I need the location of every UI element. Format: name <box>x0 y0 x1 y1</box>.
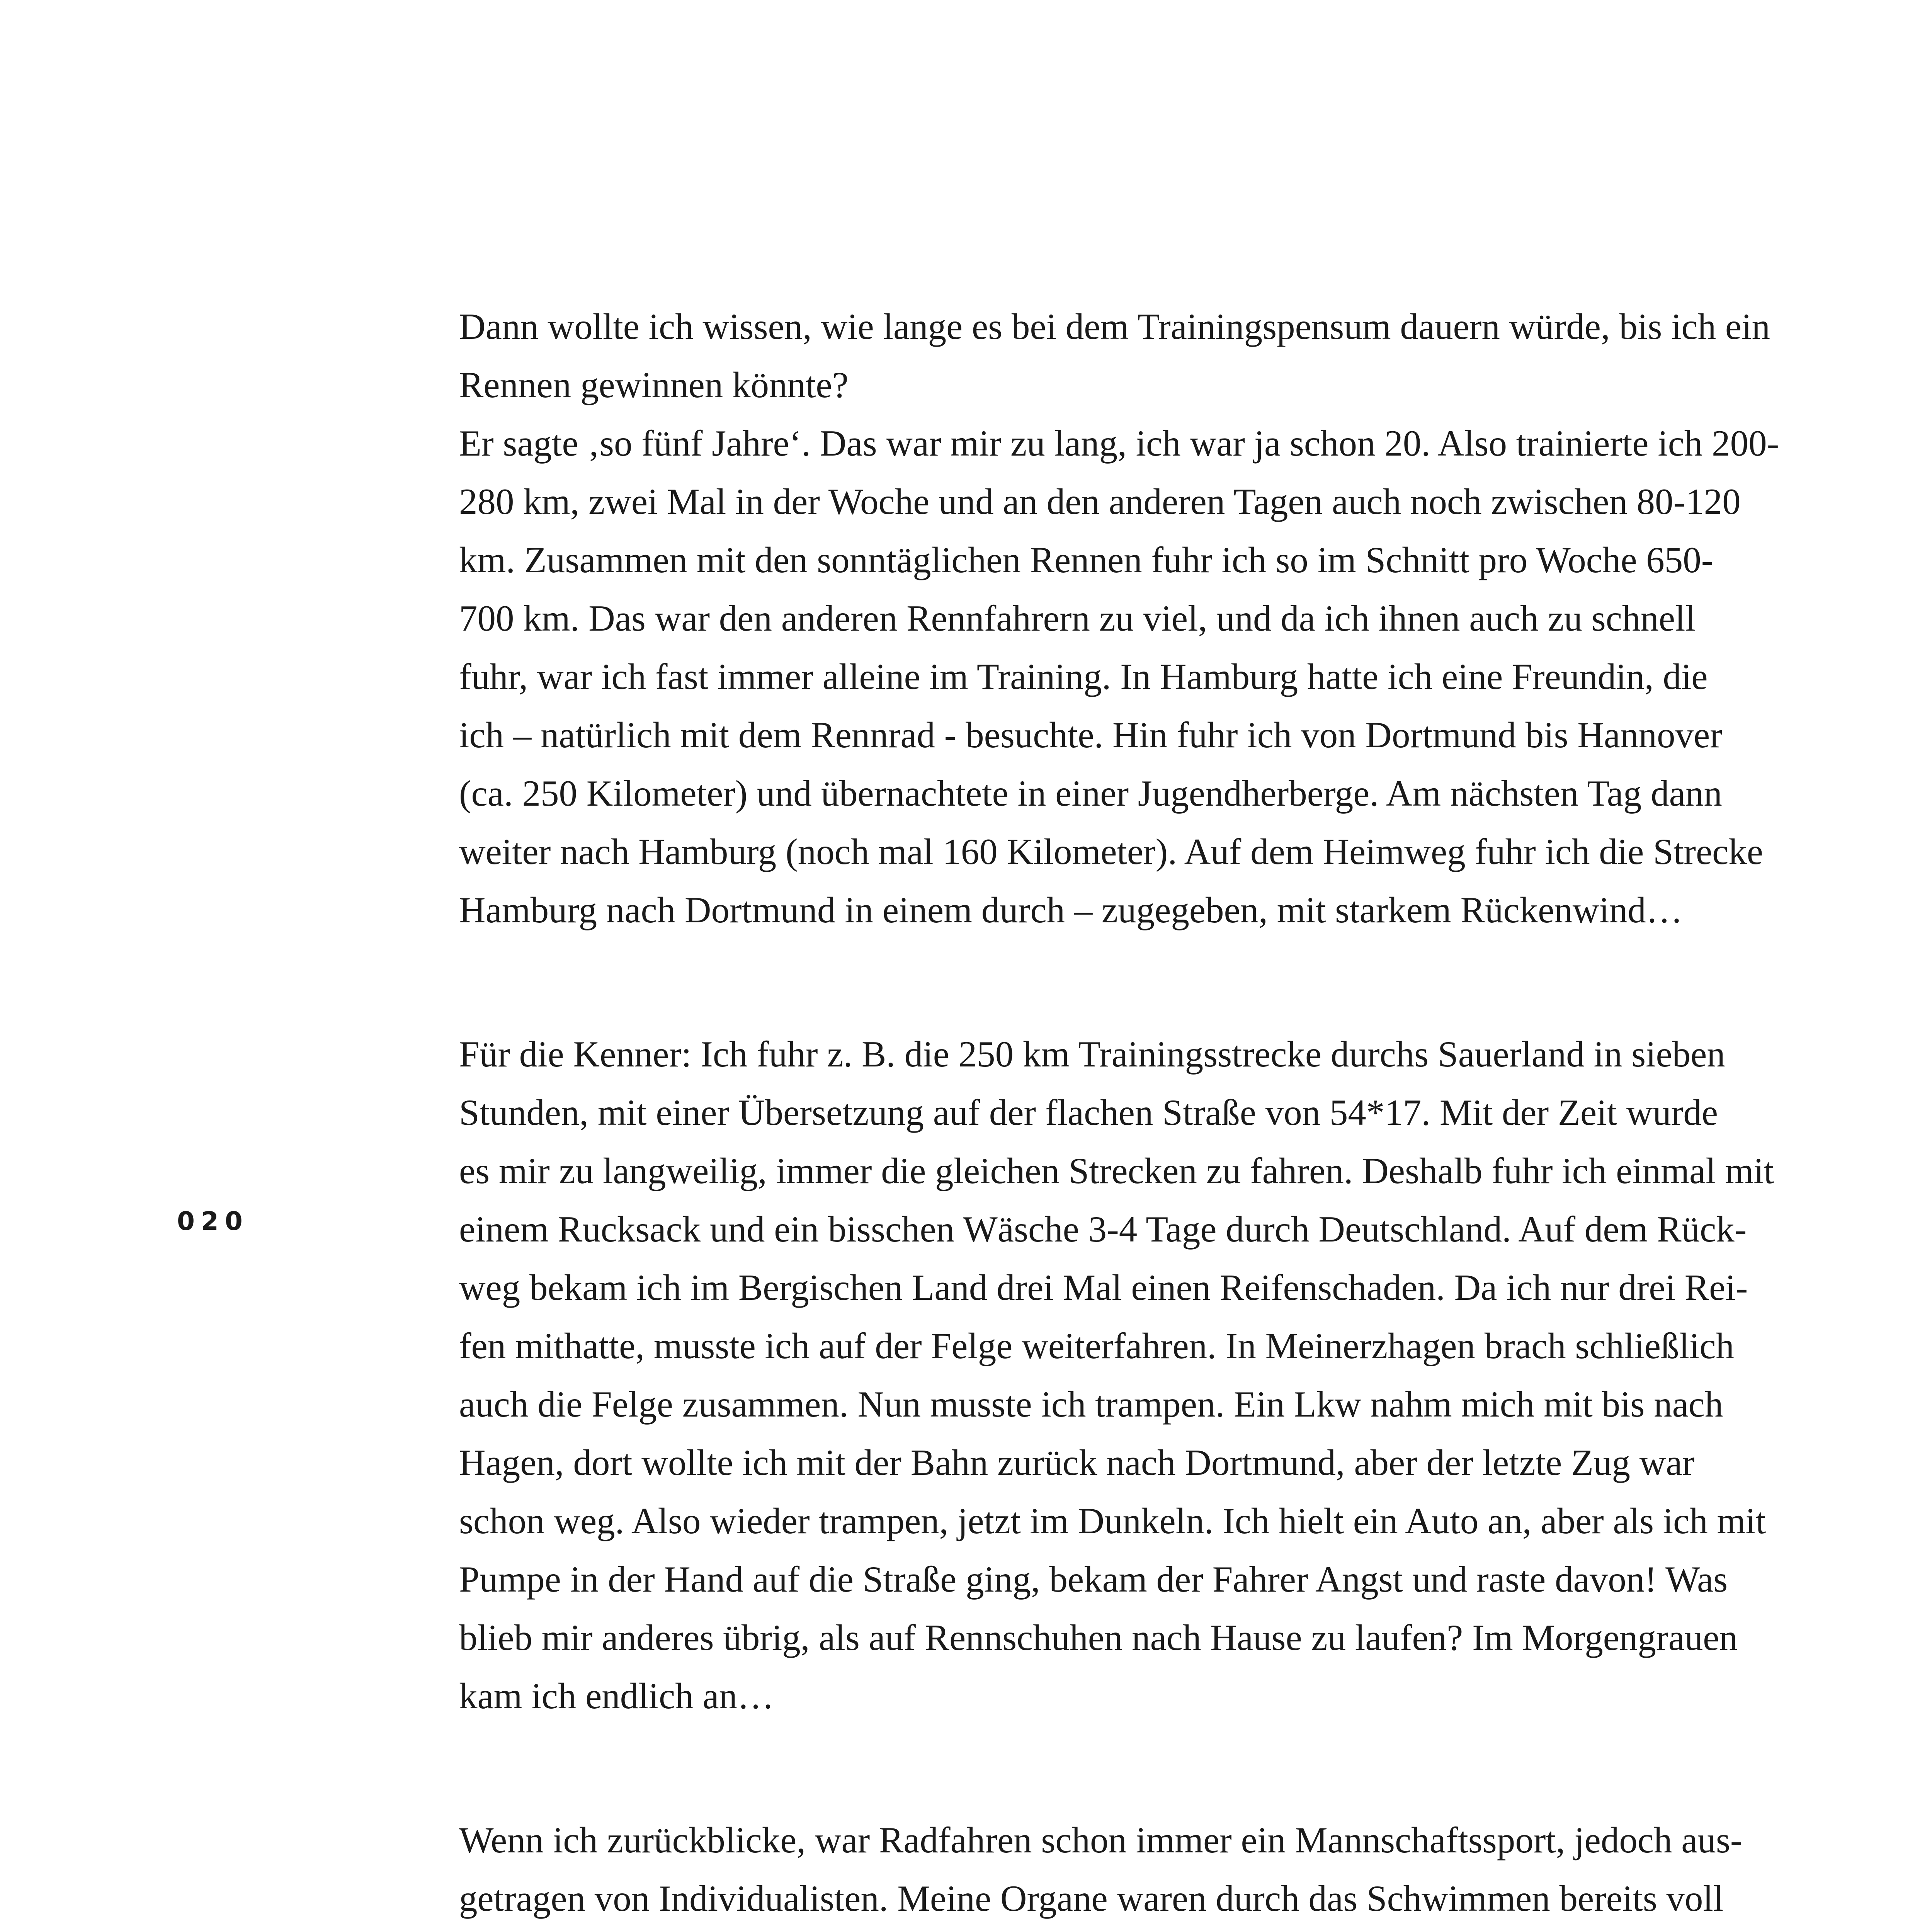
text-line: Er sagte ‚so fünf Jahre‘. Das war mir zu lang, ich war ja schon 20. Also trainierte ich 200- <box>459 423 1779 464</box>
text-line: getragen von Individualisten. Meine Organe waren durch das Schwimmen bereits voll <box>459 1878 1724 1919</box>
text-line: Pumpe in der Hand auf die Straße ging, bekam der Fahrer Angst und raste davon! Was <box>459 1559 1728 1600</box>
text-line <box>459 1928 1711 1932</box>
text-line: auch die Felge zusammen. Nun musste ich trampen. Ein Lkw nahm mich mit bis nach <box>459 1384 1723 1425</box>
text-line: schon weg. Also wieder trampen, jetzt im Dunkeln. Ich hielt ein Auto an, aber als ich mit <box>459 1500 1766 1541</box>
text-line: kam ich endlich an… <box>459 1675 774 1716</box>
text-line: weg bekam ich im Bergischen Land drei Mal einen Reifenschaden. Da ich nur drei Rei- <box>459 1267 1748 1308</box>
text-line: Stunden, mit einer Übersetzung auf der flachen Straße von 54*17. Mit der Zeit wurde <box>459 1092 1718 1133</box>
text-line: blieb mir anderes übrig, als auf Rennschuhen nach Hause zu laufen? Im Morgengrauen <box>459 1617 1738 1658</box>
text-line: Für die Kenner: Ich fuhr z. B. die 250 km Trainingsstrecke durchs Sauerland in sieben <box>459 1034 1725 1075</box>
paragraph-1 <box>459 298 1779 939</box>
paragraph-2 <box>459 1025 1774 1725</box>
text-line: Wenn ich zurückblicke, war Radfahren schon immer ein Mannschaftssport, jedoch aus- <box>459 1820 1743 1861</box>
text-line: Hamburg nach Dortmund in einem durch – zugegeben, mit starkem Rückenwind… <box>459 889 1683 930</box>
text-line: 280 km, zwei Mal in der Woche und an den anderen Tagen auch noch zwischen 80-120 <box>459 481 1741 522</box>
text-line: Dann wollte ich wissen, wie lange es bei dem Trainingspensum dauern würde, bis ich ein <box>459 306 1770 347</box>
body-text <box>459 298 1779 1932</box>
page-number: 020 <box>177 1206 249 1236</box>
text-line: Rennen gewinnen könnte? <box>459 364 849 405</box>
text-line: weiter nach Hamburg (noch mal 160 Kilometer). Auf dem Heimweg fuhr ich die Strecke <box>459 831 1763 872</box>
paragraph-3 <box>459 1811 1743 1932</box>
text-line: 700 km. Das war den anderen Rennfahrern zu viel, und da ich ihnen auch zu schnell <box>459 598 1696 639</box>
text-line: km. Zusammen mit den sonntäglichen Rennen fuhr ich so im Schnitt pro Woche 650- <box>459 539 1714 580</box>
text-line: ich – natürlich mit dem Rennrad - besuchte. Hin fuhr ich von Dortmund bis Hannover <box>459 714 1722 755</box>
text-line: Hagen, dort wollte ich mit der Bahn zurück nach Dortmund, aber der letzte Zug war <box>459 1442 1695 1483</box>
text-line: es mir zu langweilig, immer die gleichen Strecken zu fahren. Deshalb fuhr ich einmal mit <box>459 1150 1774 1191</box>
text-line: fuhr, war ich fast immer alleine im Training. In Hamburg hatte ich eine Freundin, die <box>459 656 1708 697</box>
text-line: fen mithatte, musste ich auf der Felge weiterfahren. In Meinerzhagen brach schließlich <box>459 1325 1734 1366</box>
text-line: einem Rucksack und ein bisschen Wäsche 3-4 Tage durch Deutschland. Auf dem Rück- <box>459 1209 1747 1250</box>
text-line: (ca. 250 Kilometer) und übernachtete in einer Jugendherberge. Am nächsten Tag dann <box>459 773 1722 814</box>
